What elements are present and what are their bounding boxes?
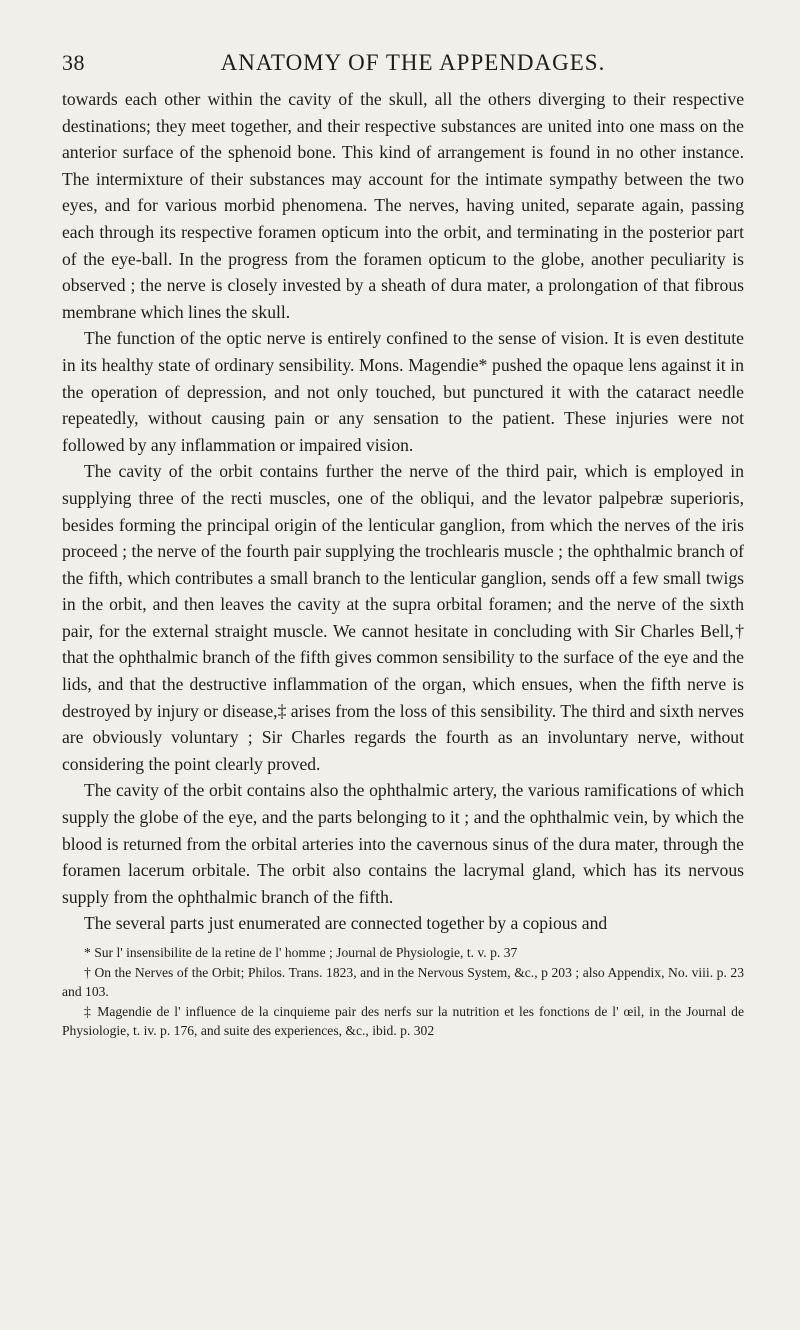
page-number: 38 <box>62 50 85 75</box>
footnote-asterisk: * Sur l' insensibilite de la retine de l' homme ; Journal de Physiologie, t. v. p. 37 <box>84 945 518 960</box>
body-text <box>62 86 744 937</box>
paragraph-connective-parts: The several parts just enumerated are connected together by a copious and <box>84 913 608 934</box>
paragraph-continuation: towards each other within the cavity of the skull, all the others diverging to their respective destinations; they meet together, and their respective substances are united into one mass on the anterior surface of the sphenoid bone. This kind of arrangement is found in no other instance. The intermixture of their substances may account for the intimate sympathy between the two eyes, and for various morbid phenomena. The nerves, having united, separate again, passing each through its respective foramen opticum into the orbit, and terminating in the posterior part of the eye-ball. In the progress from the foramen opticum to the globe, another peculiarity is observed ; the nerve is closely invested by a sheath of dura mater, a prolongation of that fibrous membrane which lines the skull. <box>62 89 744 322</box>
footnotes <box>62 943 744 1041</box>
footnote-dagger: † On the Nerves of the Orbit; Philos. Trans. 1823, and in the Nervous System, &c., p 203 ; also Appendix, No. viii. p. 23 and 103. <box>62 964 744 1000</box>
footnote-double-dagger: ‡ Magendie de l' influence de la cinquieme pair des nerfs sur la nutrition et les fonctions de l' œil, in the Journal de Physiologie, t. iv. p. 176, and suite des experiences, &c., ibid. p. 302 <box>62 1003 744 1039</box>
paragraph-optic-nerve-function: The function of the optic nerve is entirely confined to the sense of vision. It is even destitute in its healthy state of ordinary sensibility. Mons. Magendie* pushed the opaque lens against it in the operation of depression, and not only touched, but punctured it with the cataract needle repeatedly, without causing pain or any sensation to the patient. These injuries were not followed by any inflammation or impaired vision. <box>62 328 744 455</box>
paragraph-orbit-vessels: The cavity of the orbit contains also the ophthalmic artery, the various ramifications of which supply the globe of the eye, and the parts belonging to it ; and the ophthalmic vein, by which the blood is returned from the orbital arteries into the cavernous sinus of the dura mater, through the foramen lacerum orbitale. The orbit also contains the lacrymal gland, which has its nervous supply from the ophthalmic branch of the fifth. <box>62 780 744 907</box>
running-title: ANATOMY OF THE APPENDAGES. <box>220 50 606 75</box>
paragraph-orbit-nerves: The cavity of the orbit contains further the nerve of the third pair, which is employed in supplying three of the recti muscles, one of the obliqui, and the levator palpebræ superioris, besides forming the principal origin of the lenticular ganglion, from which the nerves of the iris proceed ; the nerve of the fourth pair supplying the trochlearis muscle ; the ophthalmic branch of the fifth, which contributes a small branch to the lenticular ganglion, sends off a few small twigs in the orbit, and then leaves the cavity at the supra orbital foramen; and the nerve of the sixth pair, for the external straight muscle. We cannot hesitate in concluding with Sir Charles Bell,† that the ophthalmic branch of the fifth gives common sensibility to the surface of the eye and the lids, and that the destructive inflammation of the organ, which ensues, when the fifth nerve is destroyed by injury or disease,‡ arises from the loss of this sensibility. The third and sixth nerves are obviously voluntary ; Sir Charles regards the fourth as an involuntary nerve, without considering the point clearly proved. <box>62 461 744 774</box>
running-head <box>62 50 744 80</box>
